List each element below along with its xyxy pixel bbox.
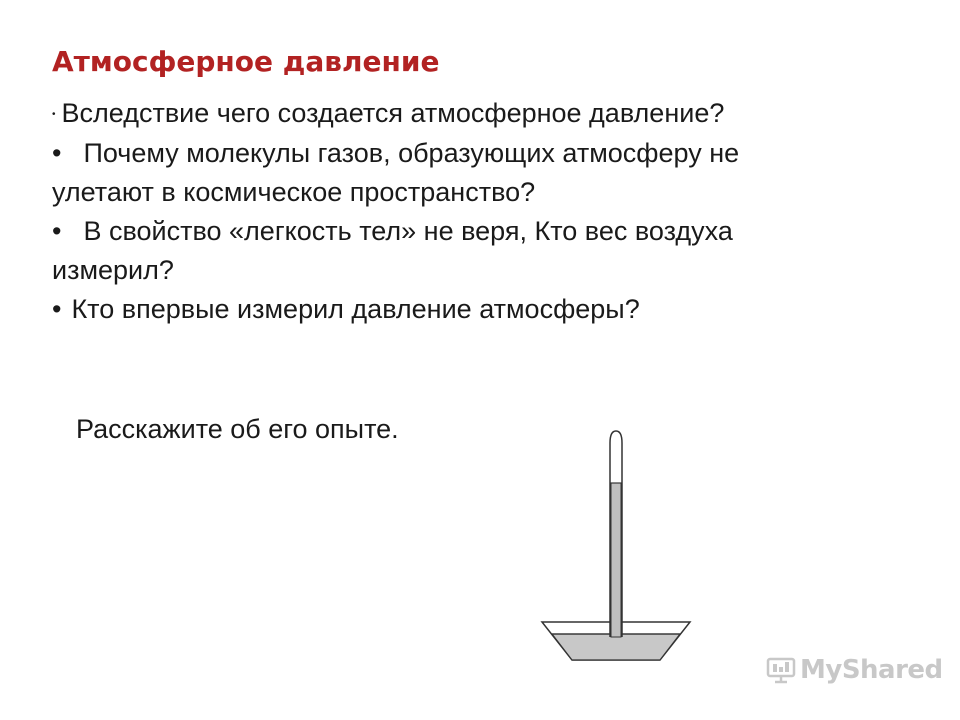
- mercury-dish-fill: [552, 634, 680, 660]
- watermark-text: MyShared: [800, 655, 943, 685]
- question-text: Почему молекулы газов, образующих атмосферу не улетают в космическое пространство?: [52, 138, 740, 208]
- question-text: В свойство «легкость тел» не веря, Кто вес воздуха измерил?: [52, 216, 733, 286]
- bullet-marker: •: [52, 216, 62, 247]
- slide-title: Атмосферное давление: [52, 45, 440, 78]
- prompt-text: Расскажите об его опыте.: [76, 414, 399, 444]
- list-item: [52, 212, 812, 290]
- torricelli-apparatus-illustration: [530, 425, 700, 670]
- list-item: [52, 290, 812, 329]
- question-list: [52, 94, 812, 329]
- bullet-marker: •: [52, 109, 56, 121]
- mercury-column: [611, 483, 621, 637]
- list-item: [52, 94, 812, 134]
- presentation-icon: [766, 656, 796, 684]
- question-text: Кто впервые измерил давление атмосферы?: [71, 294, 640, 325]
- watermark: [766, 650, 943, 690]
- list-item: [52, 134, 812, 212]
- bullet-marker: •: [52, 138, 62, 169]
- bullet-marker: •: [52, 294, 62, 325]
- question-text: Вследствие чего создается атмосферное давление?: [61, 98, 725, 128]
